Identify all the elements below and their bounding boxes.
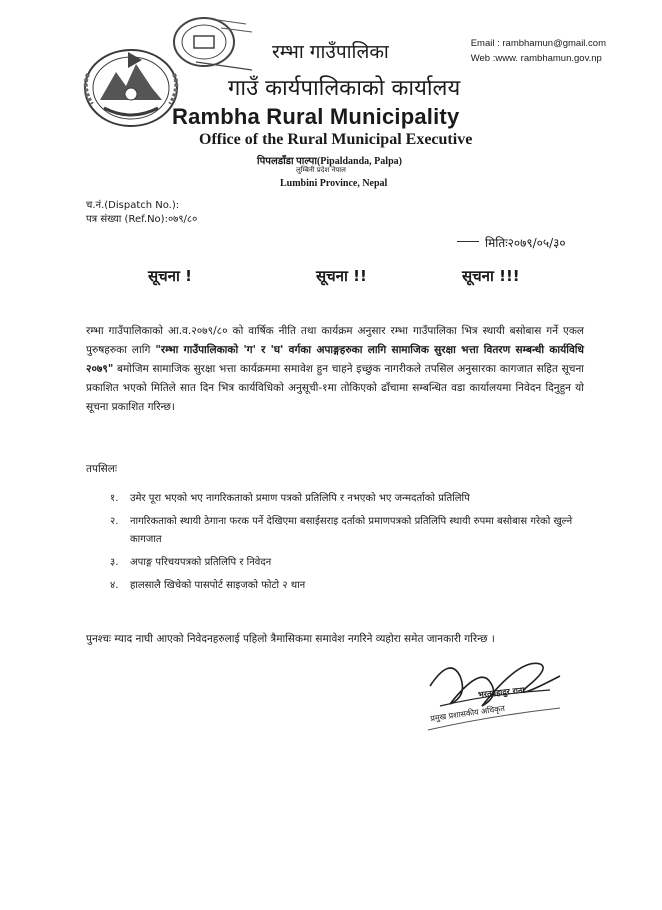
notice-body-paragraph xyxy=(86,322,584,417)
address-line-2: लुम्बिनी प्रदेश नेपाल xyxy=(296,166,346,174)
list-number: १. xyxy=(110,493,119,504)
contact-info xyxy=(471,36,606,66)
np-office-name: गाउँ कार्यपालिकाको कार्यालय xyxy=(228,76,461,101)
website-text: Web :www. rambhamun.gov.np xyxy=(470,53,602,64)
list-item xyxy=(110,513,596,549)
details-subheading: तपसिलः xyxy=(86,463,118,475)
address-line-3: Lumbini Province, Nepal xyxy=(280,178,388,189)
np-municipality-name: रम्भा गाउँपालिका xyxy=(272,41,389,63)
list-text: उमेर पूरा भएको भए नागरिकताको प्रमाण पत्रको प्रतिलिपि र नभएको भए जन्मदर्ताको प्रतिलिपि xyxy=(130,493,470,504)
list-text: अपाङ्ग परिचयपत्रको प्रतिलिपि र निवेदन xyxy=(130,557,272,568)
paragraph-text-2: बमोजिम सामाजिक सुरक्षा भत्ता कार्यक्रममा समावेश हुन चाहने इच्छुक नागरीकले तपसिल अनुसारका कागजात सहित सूचना प्रकाशित भएको मितिले सात दिन भित्र कार्यविधिको अनुसूची-१मा तोकिएको ढाँचामा सम्बन्धित वडा कार्यालयमा निवेदन दिनुहुन यो सूचना प्रकाशित गरिन्छ। xyxy=(86,363,584,413)
list-item xyxy=(110,554,596,572)
signatory-name: भरतबहादुर राना xyxy=(477,685,525,700)
dispatch-number: च.नं.(Dispatch No.): xyxy=(86,200,180,211)
date-mark xyxy=(457,241,479,242)
list-text: नागरिकताको स्थायी ठेगाना फरक पर्ने देखिएमा बसाईसराइ दर्ताको प्रमाणपत्रको प्रतिलिपि स्थायी रुपमा बसोबास गरेको खुल्ने कागजात xyxy=(130,516,573,545)
signatory-post: प्रमुख प्रशासकीय अधिकृत xyxy=(429,703,506,724)
en-municipality-name: Rambha Rural Municipality xyxy=(172,104,460,129)
reference-number: पत्र संख्या (Ref.No):०७९/८० xyxy=(86,214,198,225)
list-item xyxy=(110,490,596,508)
notice-heading-3: सूचना !!! xyxy=(462,267,520,285)
procedure-title: "रम्भा गाउँपालिकाको 'ग' र 'घ' वर्गका अपाङ्गहरुका लागि सामाजिक सुरक्षा भत्ता वितरण सम्बन्धी कार्यविधि २०७९" xyxy=(86,344,584,375)
letter-date: मितिः२०७९/०५/३० xyxy=(485,236,566,250)
list-number: ३. xyxy=(110,557,119,568)
list-number: २. xyxy=(110,516,119,527)
list-item xyxy=(110,577,596,595)
paragraph-text-1: रम्भा गाउँपालिकाको आ.व.२०७९/८० को वार्षिक नीति तथा कार्यक्रम अनुसार रम्भा गाउँपालिका भित्र स्थायी बसोबास गर्ने एकल पुरुषहरुका लागि xyxy=(86,325,584,356)
office-stamp xyxy=(166,12,258,76)
email-text: Email : rambhamun@gmail.com xyxy=(470,38,606,49)
notice-heading-1: सूचना ! xyxy=(148,267,192,285)
postscript-note: पुनश्चः म्याद नाघी आएको निवेदनहरुलाई पहिलो त्रैमासिकमा समावेश नगरिने व्यहोरा समेत जानकारी गरिन्छ । xyxy=(86,633,495,645)
list-text: हालसालै खिचेको पासपोर्ट साइजको फोटो २ थान xyxy=(130,580,306,591)
en-office-name: Office of the Rural Municipal Executive xyxy=(199,131,473,148)
notice-heading-2: सूचना !! xyxy=(316,267,367,285)
required-documents-list xyxy=(110,490,596,600)
address-line-1: पिपलडाँडा पाल्पा(Pipaldanda, Palpa) xyxy=(257,156,402,167)
list-number: ४. xyxy=(110,580,119,591)
